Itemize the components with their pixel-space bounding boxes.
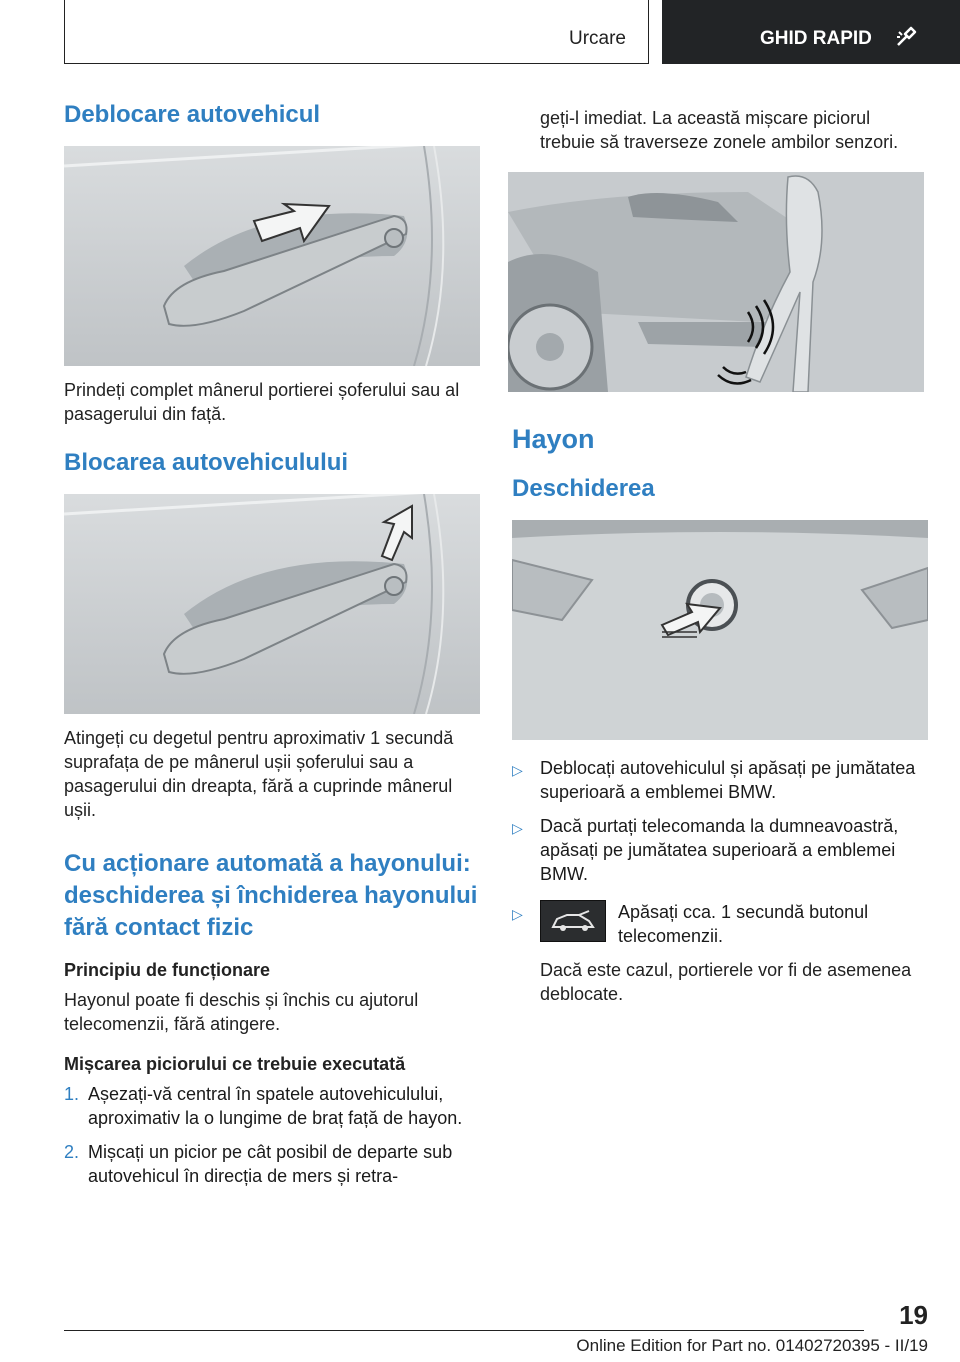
header-section-box [64,0,649,64]
bullet-text: Deblocați autovehiculul și apăsați pe jumătatea superioară a emblemei BMW. [540,758,916,802]
step-number: 1. [64,1084,80,1104]
heading-opening: Deschiderea [512,475,655,502]
paragraph-principle: Hayonul poate fi deschis și închis cu ajutorul telecomenzii, fără atingere. [64,990,419,1034]
step-text: Așezați-vă central în spatele autovehiculului, aproximativ la o lungime de braț față de hayon. [88,1084,463,1128]
figure-door-handle-lock [64,494,480,714]
heading-principle: Principiu de funcționare [64,960,271,980]
bullet-text: Apăsați cca. 1 secundă butonul telecomenzii. [618,902,869,946]
bullet-marker-icon: ▷ [512,762,523,778]
step-text: Mișcați un picior pe cât posibil de departe sub autovehicul în direcția de mers și retra- [88,1142,453,1186]
footer-divider [64,1330,864,1331]
header-badge-label: GHID RAPID [760,28,872,49]
heading-automatic-tailgate: Cu acționare automată a hayonului: deschiderea și închiderea hayonului fără contact fizic [64,850,478,941]
left-column [64,100,480,1198]
quick-guide-icon [895,26,917,48]
right-column [512,100,928,1006]
heading-lock: Blocarea autovehiculului [64,449,349,476]
figure-door-handle-unlock [64,146,480,366]
list-item [512,900,928,948]
heading-foot-movement: Mișcarea piciorului ce trebuie executată [64,1054,406,1074]
tailgate-button-icon [540,900,606,942]
page-number: 19 [899,1300,928,1330]
steps-list [64,1082,480,1188]
header-section-title: Urcare [568,28,626,49]
paragraph-lock: Atingeți cu degetul pentru aproximativ 1 secundă suprafața de pe mânerul ușii șoferului sau a pasagerului din dreapta, fără a cuprinde mânerul ușii. [64,728,454,820]
paragraph-after: Dacă este cazul, portierele vor fi de asemenea deblocate. [540,960,912,1004]
figure-bmw-emblem [512,520,928,740]
opening-bullets [512,756,928,948]
list-item [64,1140,480,1188]
paragraph-continuation: geți-l imediat. La această mișcare piciorul trebuie să traverseze zonele ambilor senzori. [540,108,899,152]
bullet-text: Dacă purtați telecomanda la dumneavoastră, apăsați pe jumătatea superioară a emblemei BMW. [540,816,899,884]
list-item [512,814,928,886]
header-badge [662,0,960,64]
heading-tailgate: Hayon [512,424,595,454]
list-item [64,1082,480,1130]
list-item [512,756,928,804]
figure-foot-sensor [508,172,924,392]
footer-edition: Online Edition for Part no. 01402720395 - II/19 [576,1336,928,1355]
paragraph-unlock: Prindeți complet mânerul portierei șoferului sau al pasagerului din față. [64,380,460,424]
step-number: 2. [64,1142,80,1162]
bullet-marker-icon: ▷ [512,906,523,922]
heading-unlock: Deblocare autovehicul [64,101,321,128]
bullet-marker-icon: ▷ [512,820,523,836]
